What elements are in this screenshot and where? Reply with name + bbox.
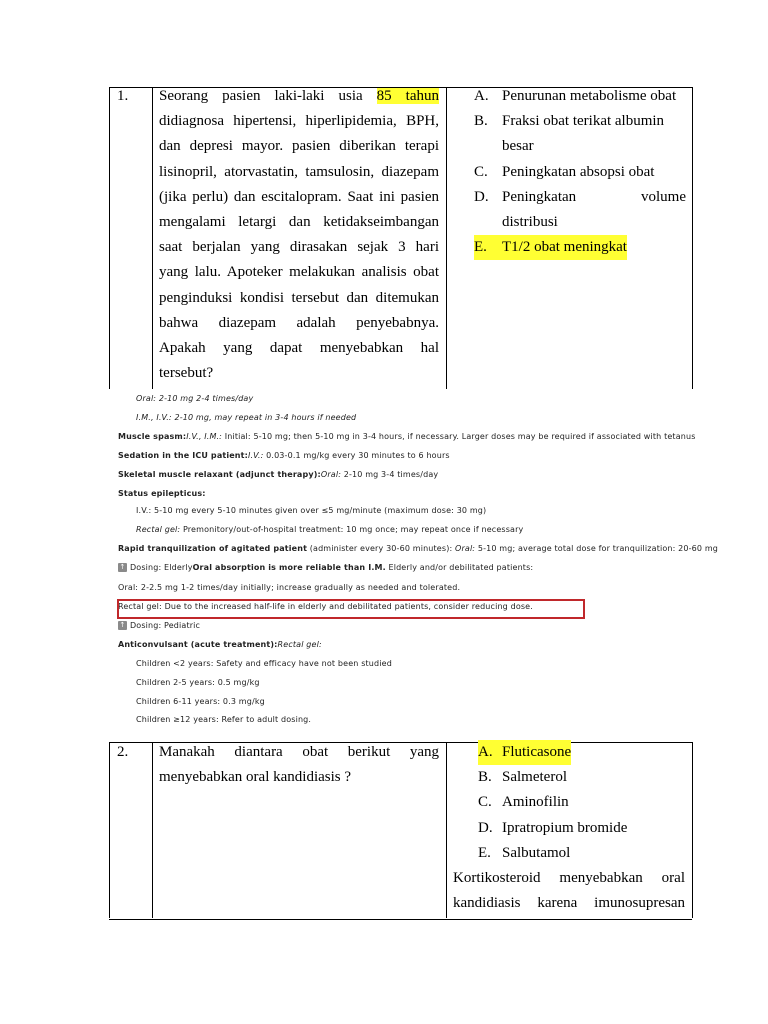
reference-line: Oral: 2-2.5 mg 1-2 times/day initially; increase gradually as needed and tolerated. <box>118 583 461 592</box>
reference-line: I.V.: 5-10 mg every 5-10 minutes given over ≤5 mg/minute (maximum dose: 30 mg) <box>136 506 487 515</box>
reference-line: Children ≥12 years: Refer to adult dosing. <box>136 715 312 724</box>
question-line: bahwa diazepam adalah penyebabnya. <box>159 314 439 331</box>
question-number: 1. <box>117 88 129 104</box>
reference-line: ↑ Dosing: ElderlyOral absorption is more reliable than I.M. Elderly and/or debilitated patients: <box>119 563 534 572</box>
question-line: saat berjalan yang dirasakan sejak 3 hari <box>159 239 439 256</box>
option-letter: D. <box>478 819 493 836</box>
question-line: mengalami letargi dan ketidakseimbangan <box>159 214 439 231</box>
question-number: 2. <box>117 744 129 760</box>
reference-line-highlighted: Rectal gel: Due to the increased half-life in elderly and debilitated patients, consider reducing dose. <box>118 602 533 611</box>
collapse-arrow-icon[interactable]: ↑ <box>119 563 126 571</box>
option-text: Ipratropium bromide <box>502 819 628 836</box>
reference-line: Children <2 years: Safety and efficacy have not been studied <box>136 659 392 668</box>
question-line: tersebut? <box>159 365 214 382</box>
reference-line: Rapid tranquilization of agitated patient (administer every 30-60 minutes): Oral: 5-10 mg; average total dose for tranquilization: 20-60 mg <box>118 544 719 553</box>
option-b <box>478 765 678 790</box>
option-letter: D. <box>474 188 489 205</box>
reference-line: Skeletal muscle relaxant (adjunct therapy):Oral: 2-10 mg 3-4 times/day <box>118 470 439 479</box>
explanation-line: Kortikosteroid menyebabkan oral <box>453 870 685 886</box>
option-text: Penurunan metabolisme obat <box>502 88 677 104</box>
table-border <box>446 87 447 389</box>
question-line: Seorang pasien laki-laki usia 85 tahun <box>159 88 439 104</box>
option-e <box>478 841 678 866</box>
reference-line: Status epilepticus: <box>118 489 206 498</box>
option-c <box>478 790 678 815</box>
question-line: menyebabkan oral kandidiasis ? <box>159 769 352 786</box>
question-2-text <box>159 740 439 790</box>
option-a <box>478 740 678 765</box>
option-e <box>474 235 686 260</box>
option-text-highlighted: T1/2 obat meningkat <box>502 235 627 260</box>
reference-line: Children 2-5 years: 0.5 mg/kg <box>136 678 260 687</box>
option-letter: C. <box>474 163 488 180</box>
option-text-highlighted: Fluticasone <box>502 740 571 765</box>
option-a <box>474 84 686 109</box>
reference-line: Children 6-11 years: 0.3 mg/kg <box>136 697 265 706</box>
table-border <box>109 742 110 918</box>
option-letter: B. <box>474 113 488 130</box>
explanation-line: kandidiasis karena imunosupresan <box>453 895 685 912</box>
reference-line: Oral: 2-10 mg 2-4 times/day <box>136 394 254 403</box>
option-text-continued: distribusi <box>502 214 558 231</box>
option-text: Salbutamol <box>502 844 571 861</box>
question-line: didiagnosa hipertensi, hiperlipidemia, BPH, <box>159 113 439 130</box>
option-text-continued: besar <box>502 138 534 155</box>
question-line: yang lalu. Apoteker melakukan analisis obat <box>159 264 439 281</box>
reference-line: ↑ Dosing: Pediatric <box>119 621 201 630</box>
question-1-options <box>474 84 686 260</box>
option-letter: A. <box>474 88 489 104</box>
table-border <box>446 742 447 918</box>
question-line: Manakah diantara obat berikut yang <box>159 744 439 760</box>
annotation-box <box>117 599 585 619</box>
table-border <box>692 742 693 918</box>
option-letter: E. <box>474 235 502 260</box>
reference-line: Anticonvulsant (acute treatment):Rectal gel: <box>118 640 322 649</box>
question-line: lisinopril, atorvastatin, tamsulosin, diazepam <box>159 163 439 180</box>
answer-explanation <box>453 866 685 916</box>
reference-line: Muscle spasm:I.V., I.M.: Initial: 5-10 mg; then 5-10 mg in 3-4 hours, if necessary. Larger doses may be required if associated with tetanus <box>118 432 696 441</box>
question-line: Apakah yang dapat menyebabkan hal <box>159 340 439 357</box>
option-letter: A. <box>478 740 502 765</box>
option-text: Peningkatan absopsi obat <box>502 163 655 180</box>
option-c <box>474 160 686 185</box>
question-1-text <box>159 84 439 386</box>
option-text: Peningkatan volume <box>502 188 686 205</box>
table-border <box>109 87 110 389</box>
option-text: Fraksi obat terikat albumin <box>502 113 665 130</box>
question-2-options <box>478 740 678 866</box>
option-b <box>474 109 686 134</box>
option-letter: E. <box>478 844 491 861</box>
option-d <box>478 816 678 841</box>
table-border <box>152 742 153 918</box>
question-line: (jika perlu) dan escitalopram. Saat ini pasien <box>159 188 439 205</box>
reference-line: I.M., I.V.: 2-10 mg, may repeat in 3-4 hours if needed <box>136 413 357 422</box>
reference-line: Rectal gel: Premonitory/out-of-hospital treatment: 10 mg once; may repeat once if necessary <box>136 525 524 534</box>
option-letter: B. <box>478 769 492 786</box>
option-d <box>474 185 686 210</box>
highlight: 85 tahun <box>376 88 439 104</box>
table-border <box>152 87 153 389</box>
question-line: dan depresi mayor. pasien diberikan terapi <box>159 138 439 155</box>
option-text: Salmeterol <box>502 769 567 786</box>
reference-line: Sedation in the ICU patient:I.V.: 0.03-0.1 mg/kg every 30 minutes to 6 hours <box>118 451 450 460</box>
question-line: penginduksi kondisi tersebut dan ditemukan <box>159 289 439 306</box>
collapse-arrow-icon[interactable]: ↑ <box>119 621 126 629</box>
option-text: Aminofilin <box>502 794 569 811</box>
table-border <box>692 87 693 389</box>
option-letter: C. <box>478 794 492 811</box>
reference-screenshot <box>109 389 719 741</box>
